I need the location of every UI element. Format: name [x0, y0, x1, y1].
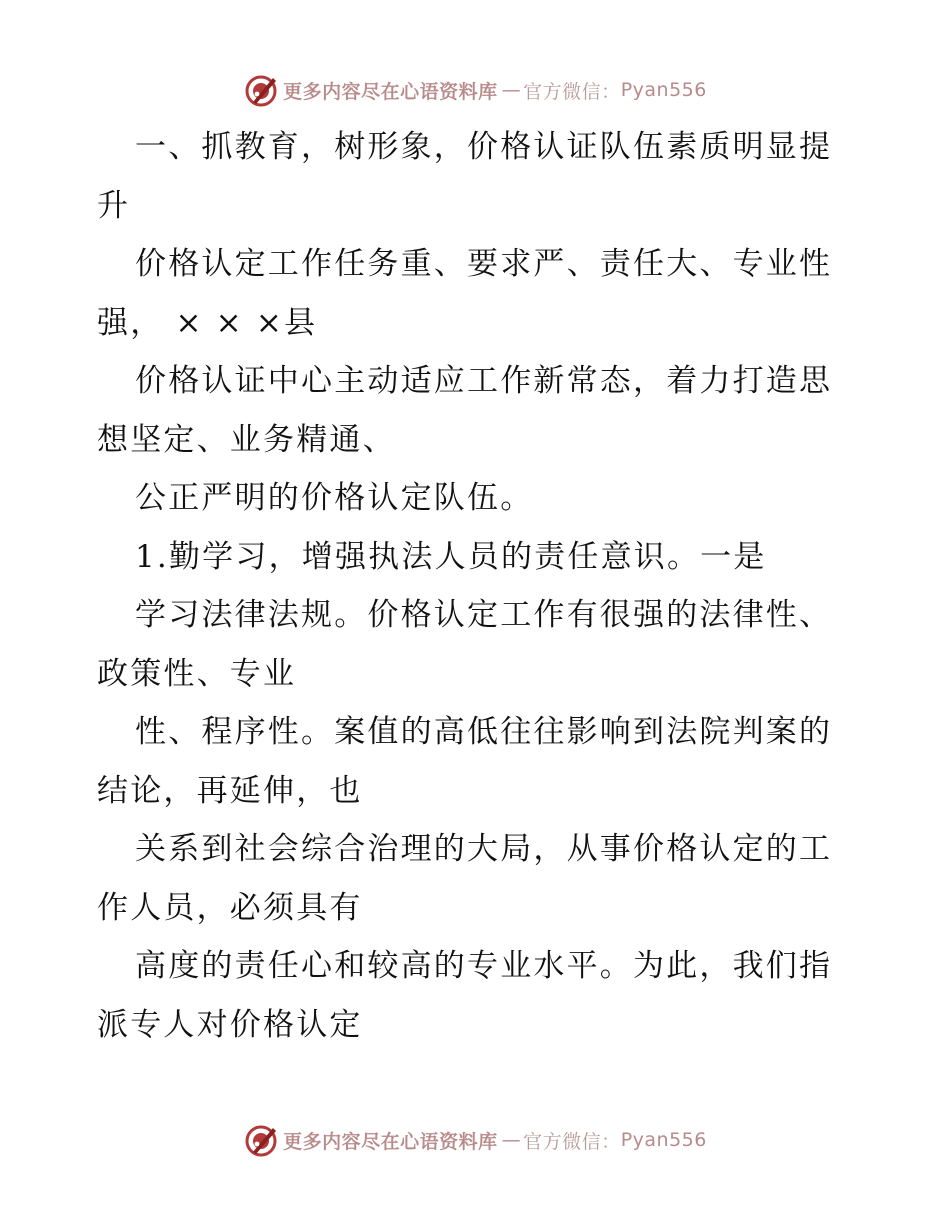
- footer-watermark: [0, 1120, 950, 1160]
- red-pen-circle-logo-icon: [243, 1122, 279, 1158]
- text-line: 强， × × ×县: [97, 304, 318, 341]
- text-line: 性、程序性。案值的高低往往影响到法院判案的: [135, 714, 833, 750]
- document-body: [97, 118, 857, 1054]
- watermark-text: 更多内容尽在心语资料库: [283, 80, 498, 103]
- text-line: 价格认证中心主动适应工作新常态，着力打造思: [135, 363, 833, 399]
- text-line: 派专人对价格认定: [97, 1006, 363, 1043]
- red-pen-circle-logo-icon: [243, 72, 279, 108]
- text-line: 1.勤学习，增强执法人员的责任意识。一是: [135, 538, 767, 575]
- header-watermark: [0, 70, 950, 110]
- text-line: 价格认定工作任务重、要求严、责任大、专业性: [135, 246, 833, 282]
- watermark-separator: —: [501, 79, 522, 101]
- watermark-contact-label: 官方微信：: [523, 1130, 621, 1153]
- watermark-contact-label: 官方微信：: [523, 80, 621, 103]
- text-line: 一、抓教育，树形象，价格认证队伍素质明显提: [135, 129, 833, 165]
- watermark-contact-id: Pyan556: [620, 1129, 707, 1151]
- watermark-contact-id: Pyan556: [620, 79, 707, 101]
- watermark-text: 更多内容尽在心语资料库: [283, 1130, 498, 1153]
- text-line: 政策性、专业: [97, 655, 297, 692]
- text-line: 想坚定、业务精通、: [97, 421, 396, 458]
- text-line: 公正严明的价格认定队伍。: [135, 480, 534, 516]
- text-line: 学习法律法规。价格认定工作有很强的法律性、: [135, 597, 833, 633]
- text-line: 作人员，必须具有: [97, 889, 363, 926]
- watermark-separator: —: [501, 1129, 522, 1151]
- text-line: 高度的责任心和较高的专业水平。为此，我们指: [135, 948, 833, 984]
- text-line: 结论，再延伸，也: [97, 772, 363, 809]
- text-line: 关系到社会综合治理的大局，从事价格认定的工: [135, 831, 833, 867]
- text-line: 升: [97, 187, 131, 224]
